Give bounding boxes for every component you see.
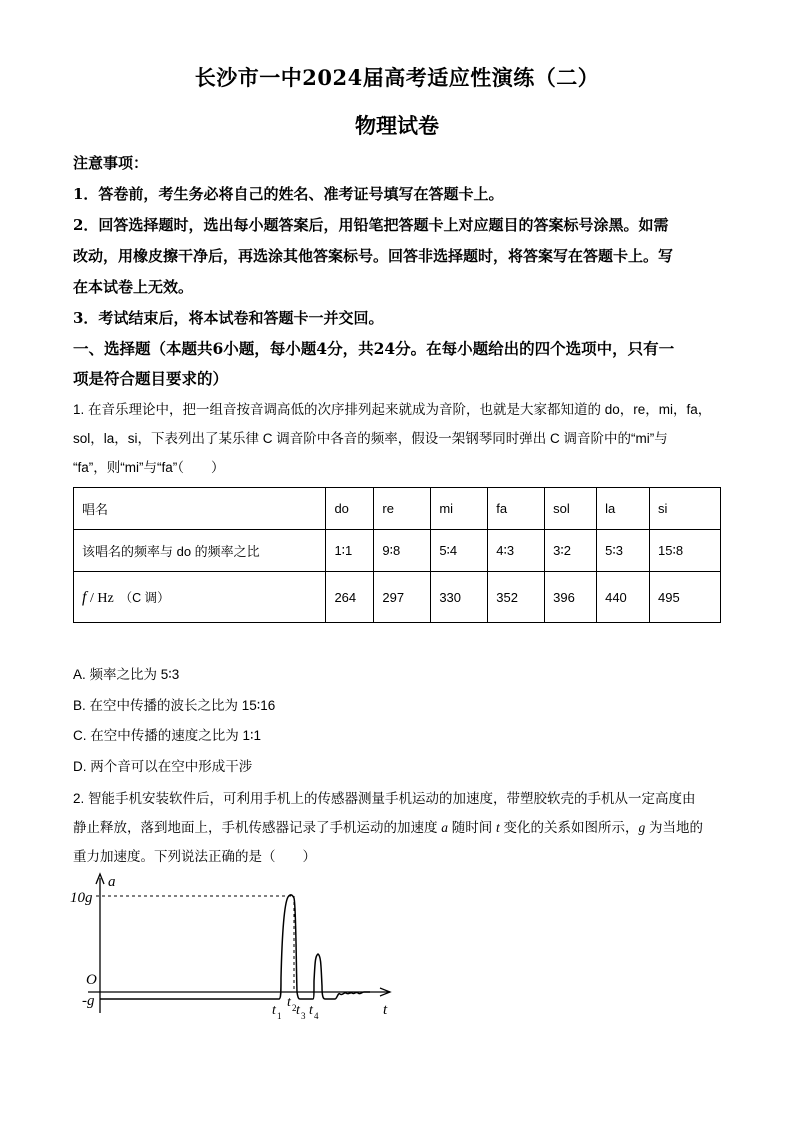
exam-subtitle: 物理试卷 — [355, 113, 439, 138]
table-frequency: 297 — [374, 572, 431, 623]
table-row-frequencies — [74, 572, 721, 623]
origin-label: O — [86, 972, 97, 988]
option-b: B. 在空中传播的波长之比为 15∶16 — [73, 697, 276, 713]
notes-item-3: 3．考试结束后，将本试卷和答题卡一并交回。 — [73, 309, 384, 327]
question-2-text: 变化的关系如图所示， — [499, 820, 639, 835]
question-2-line-3: 重力加速度。下列说法正确的是（ ） — [73, 849, 316, 864]
svg-text:2: 2 — [292, 1003, 297, 1013]
question-1-options — [73, 660, 275, 782]
svg-text:t: t — [272, 1003, 276, 1018]
frequency-table — [73, 487, 721, 623]
notes-item-1: 1．答卷前，考生务必将自己的姓名、准考证号填写在答题卡上。 — [73, 185, 504, 203]
gravity-symbol: g — [638, 820, 646, 835]
svg-text:t: t — [309, 1003, 313, 1018]
table-note: fa — [488, 488, 545, 530]
question-2-stem — [73, 784, 728, 871]
table-frequency: 440 — [597, 572, 650, 623]
question-1-line-2: sol，la，si，下表列出了某乐律 C 调音阶中各音的频率，假设一架钢琴同时弹出 C 调音阶中的“mi”与 — [73, 431, 668, 446]
frequency-unit: / Hz — [86, 590, 114, 606]
exam-title: 长沙市一中2024届高考适应性演练（二） — [194, 65, 600, 90]
svg-text:1: 1 — [277, 1011, 282, 1021]
table-note: sol — [545, 488, 597, 530]
table-ratio: 1∶1 — [326, 530, 374, 572]
option-a: A. 频率之比为 5∶3 — [73, 667, 180, 682]
table-frequency: 396 — [545, 572, 597, 623]
svg-text:t: t — [287, 995, 291, 1010]
option-d: D. 两个音可以在空中形成干涉 — [73, 758, 253, 774]
notes-item-2-line-2: 改动，用橡皮擦干净后，再选涂其他答案标号。回答非选择题时，将答案写在答题卡上。写 — [73, 247, 674, 265]
table-note: mi — [431, 488, 488, 530]
table-frequency: 352 — [488, 572, 545, 623]
table-note: la — [597, 488, 650, 530]
section-heading — [73, 334, 723, 394]
question-1-stem — [73, 395, 728, 482]
notes-heading: 注意事项： — [73, 154, 149, 172]
t3-label — [296, 1003, 306, 1021]
question-2-text: 为当地的 — [645, 820, 704, 835]
table-ratio: 4∶3 — [488, 530, 545, 572]
table-note: re — [374, 488, 431, 530]
table-frequency: 495 — [650, 572, 721, 623]
question-1-line-3: “fa”，则“mi”与“fa”（ ） — [73, 460, 225, 475]
notes-block — [73, 148, 723, 334]
table-note: do — [326, 488, 374, 530]
notes-item-2-line-3: 在本试卷上无效。 — [73, 278, 194, 296]
notes-item-2-line-1: 2．回答选择题时，选出每小题答案后，用铅笔把答题卡上对应题目的答案标号涂黑。如需 — [73, 216, 669, 234]
question-2-text: 静止释放，落到地面上，手机传感器记录了手机运动的加速度 — [73, 820, 442, 835]
frequency-symbol: f — [82, 588, 87, 606]
table-ratio: 5∶3 — [597, 530, 650, 572]
table-row-ratios — [74, 530, 721, 572]
acceleration-curve — [100, 895, 370, 999]
acceleration-time-graph — [70, 866, 400, 1026]
t4-label — [309, 1003, 319, 1021]
table-frequency: 330 — [431, 572, 488, 623]
acceleration-symbol: a — [441, 820, 448, 835]
question-1-line-1: 1. 在音乐理论中，把一组音按音调高低的次序排列起来就成为音阶，也就是大家都知道的 do，re，mi，fa， — [73, 402, 712, 417]
table-ratio-label: 该唱名的频率与 do 的频率之比 — [74, 530, 326, 572]
question-2-line-2 — [73, 813, 728, 842]
frequency-key: （C 调） — [119, 590, 170, 605]
time-symbol: t — [496, 820, 500, 835]
table-ratio: 15∶8 — [650, 530, 721, 572]
option-c: C. 在空中传播的速度之比为 1∶1 — [73, 728, 262, 743]
x-axis-label: t — [383, 1002, 388, 1018]
svg-text:3: 3 — [301, 1011, 306, 1021]
table-frequency: 264 — [326, 572, 374, 623]
table-row-names — [74, 488, 721, 530]
question-2-line-1: 2. 智能手机安装软件后，可利用手机上的传感器测量手机运动的加速度，带塑胶软壳的手机从一定高度由 — [73, 791, 696, 806]
table-note: si — [650, 488, 721, 530]
table-frequency-label — [74, 572, 326, 623]
t1-label — [272, 1003, 282, 1021]
y-axis-label: a — [108, 874, 116, 890]
negative-g-label: -g — [82, 993, 95, 1009]
table-ratio: 5∶4 — [431, 530, 488, 572]
table-ratio: 9∶8 — [374, 530, 431, 572]
question-2-text: 随时间 — [448, 820, 497, 835]
table-header-label: 唱名 — [74, 488, 326, 530]
svg-text:4: 4 — [314, 1011, 319, 1021]
y-max-label: 10g — [70, 890, 93, 906]
section-heading-line-1: 一、选择题（本题共6小题，每小题4分，共24分。在每小题给出的四个选项中，只有一 — [73, 339, 675, 358]
table-ratio: 3∶2 — [545, 530, 597, 572]
section-heading-line-2: 项是符合题目要求的） — [73, 369, 229, 388]
svg-text:t: t — [296, 1003, 300, 1018]
